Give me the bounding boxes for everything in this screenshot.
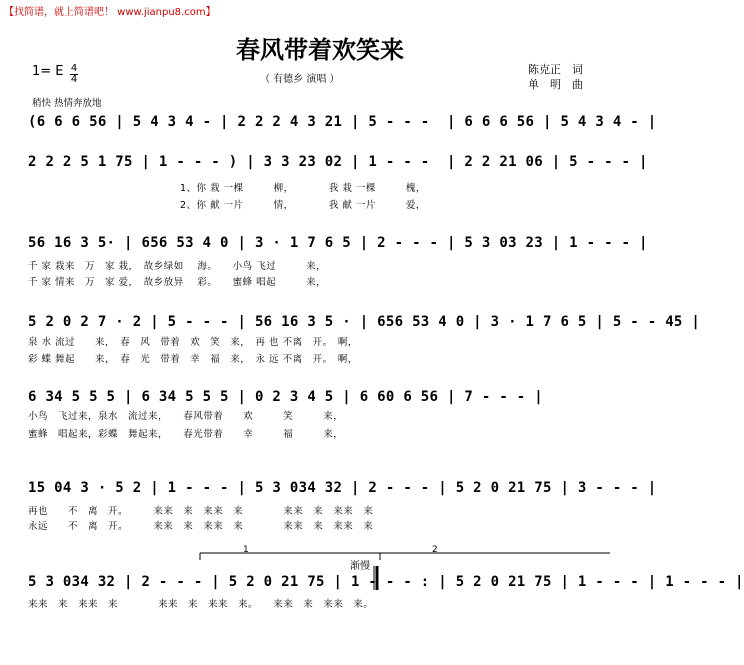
lyric-line-4: 千 家 情来 万 家 爱， 故乡放异 彩。 蜜蜂 唱起 来，: [28, 277, 327, 288]
lyric-line-1: 1、你 栽 一棵 柳， 我 栽 一棵 槐，: [180, 183, 426, 194]
volta-second-number: 2: [432, 545, 438, 555]
music-line-4: 5 2 0 2 7 · 2 | 5 - - - | 56 16 3 5 · | 656 53 4 0 | 3 · 1 7 6 5 | 5 - - 45 |: [28, 314, 701, 330]
volta-first-number: 1: [243, 545, 249, 555]
lyric-line-11: 来来 来 来来 来 来来 来 来来 来。 来来 来 来来 来。: [28, 599, 374, 610]
lyric-line-3: 千 家 栽来 万 家 栽， 故乡绿如 海。 小鸟 飞过 来，: [28, 261, 327, 272]
key-signature: 1= E: [32, 64, 64, 79]
singer-note: （ 有德乡 演唱 ）: [260, 74, 340, 85]
time-signature-top: 4: [70, 63, 78, 74]
site-banner: 【找简谱，就上简谱吧！ www.jianpu8.com】: [4, 7, 216, 18]
tempo-marking: 稍快 热情奔放地: [32, 98, 102, 109]
music-line-7: 5 3 034 32 | 2 - - - | 5 2 0 21 75 | 1 - - - : | 5 2 0 21 75 | 1 - - - | 1 - - - |: [28, 574, 744, 590]
music-line-6: 15 04 3 · 5 2 | 1 - - - | 5 3 034 32 | 2 - - - | 5 2 0 21 75 | 3 - - - |: [28, 480, 657, 496]
time-signature-bottom: 4: [70, 74, 78, 85]
lyric-line-7: 小鸟 飞过来，泉水 流过来， 春风带着 欢 笑 来，: [28, 411, 344, 422]
lyricist-credit: 陈克正 词: [528, 63, 583, 76]
lyric-line-6: 彩 蝶 舞起 来， 春 光 带着 幸 福 来， 永 远 不离 开。 啊，: [28, 354, 358, 365]
music-line-5: 6 34 5 5 5 | 6 34 5 5 5 | 0 2 3 4 5 | 6 60 6 56 | 7 - - - |: [28, 389, 543, 405]
composer-credit: 单 明 曲: [528, 78, 583, 91]
ritardando-marking: 渐慢: [350, 561, 370, 572]
lyric-line-8: 蜜蜂 唱起来，彩蝶 舞起来， 春光带着 幸 福 来，: [28, 429, 344, 440]
lyric-line-2: 2、你 献 一片 情， 我 献 一片 爱，: [180, 200, 426, 211]
lyric-line-9: 再也 不 离 开。 来来 来 来来 来 来来 来 来来 来: [28, 506, 374, 517]
music-line-2: 2 2 2 5 1 75 | 1 - - - ) | 3 3 23 02 | 1 - - - | 2 2 21 06 | 5 - - - |: [28, 154, 648, 170]
lyric-line-10: 永远 不 离 开。 来来 来 来来 来 来来 来 来来 来: [28, 521, 374, 532]
music-line-1: (6 6 6 56 | 5 4 3 4 - | 2 2 2 4 3 21 | 5 - - - | 6 6 6 56 | 5 4 3 4 - |: [28, 114, 657, 130]
lyric-line-5: 泉 水 流过 来， 春 风 带着 欢 笑 来， 再 也 不离 开。 啊，: [28, 337, 358, 348]
song-title: 春风带着欢笑来: [236, 35, 404, 64]
music-line-3: 56 16 3 5· | 656 53 4 0 | 3 · 1 7 6 5 | 2 - - - | 5 3 03 23 | 1 - - - |: [28, 235, 648, 251]
